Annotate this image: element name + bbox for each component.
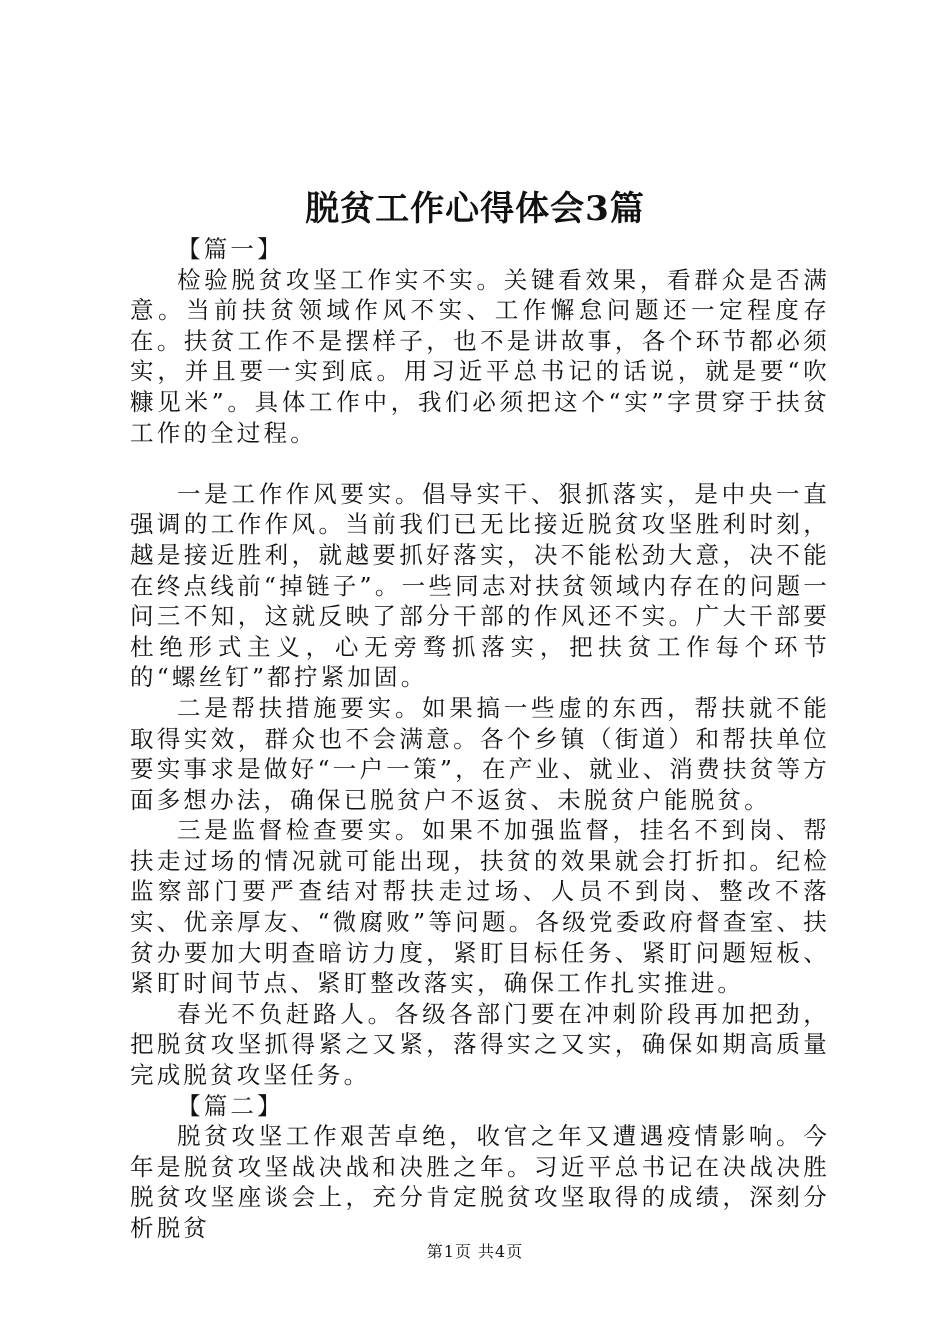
paragraph: 检验脱贫攻坚工作实不实。关键看效果，看群众是否满意。当前扶贫领域作风不实、工作懈怠问题还一定程度存在。扶贫工作不是摆样子，也不是讲故事，各个环节都必须实，并且要一实到底。用习近平总书记的话说，就是要“吹糠见米”。具体工作中，我们必须把这个“实”字贯穿于扶贫工作的全过程。: [130, 265, 830, 447]
paragraph: 春光不负赶路人。各级各部门要在冲刺阶段再加把劲，把脱贫攻坚抓得紧之又紧，落得实之又实，确保如期高质量完成脱贫攻坚任务。: [130, 999, 830, 1090]
document-title: 脱贫工作心得体会3篇: [305, 189, 645, 229]
paragraph-gap: [130, 448, 830, 479]
section-heading: 【篇二】: [177, 1091, 284, 1120]
page-footer: 第1页 共4页: [426, 1242, 524, 1261]
paragraph: 脱贫攻坚工作艰苦卓绝，收官之年又遭遇疫情影响。今年是脱贫攻坚战决战和决胜之年。习近平总书记在决战决胜脱贫攻坚座谈会上，充分肯定脱贫攻坚取得的成绩，深刻分析脱贫: [130, 1122, 830, 1242]
section-heading: 【篇一】: [177, 235, 284, 263]
paragraph: 三是监督检查要实。如果不加强监督，挂名不到岗、帮扶走过场的情况就可能出现，扶贫的效果就会打折扣。纪检监察部门要严查结对帮扶走过场、人员不到岗、整改不落实、优亲厚友、“微腐败”等问题。各级党委政府督查室、扶贫办要加大明查暗访力度，紧盯目标任务、紧盯问题短板、紧盯时间节点、紧盯整改落实，确保工作扎实推进。: [130, 816, 830, 998]
document-body: [130, 234, 830, 1244]
paragraph: 一是工作作风要实。倡导实干、狠抓落实，是中央一直强调的工作作风。当前我们已无比接近脱贫攻坚胜利时刻，越是接近胜利，就越要抓好落实，决不能松劲大意，决不能在终点线前“掉链子”。一些同志对扶贫领域内存在的问题一问三不知，这就反映了部分干部的作风还不实。广大干部要杜绝形式主义，心无旁骛抓落实，把扶贫工作每个环节的“螺丝钉”都拧紧加固。: [130, 479, 830, 692]
paragraph: 二是帮扶措施要实。如果搞一些虚的东西，帮扶就不能取得实效，群众也不会满意。各个乡镇（街道）和帮扶单位要实事求是做好“一户一策”，在产业、就业、消费扶贫等方面多想办法，确保已脱贫户不返贫、未脱贫户能脱贫。: [130, 693, 830, 814]
